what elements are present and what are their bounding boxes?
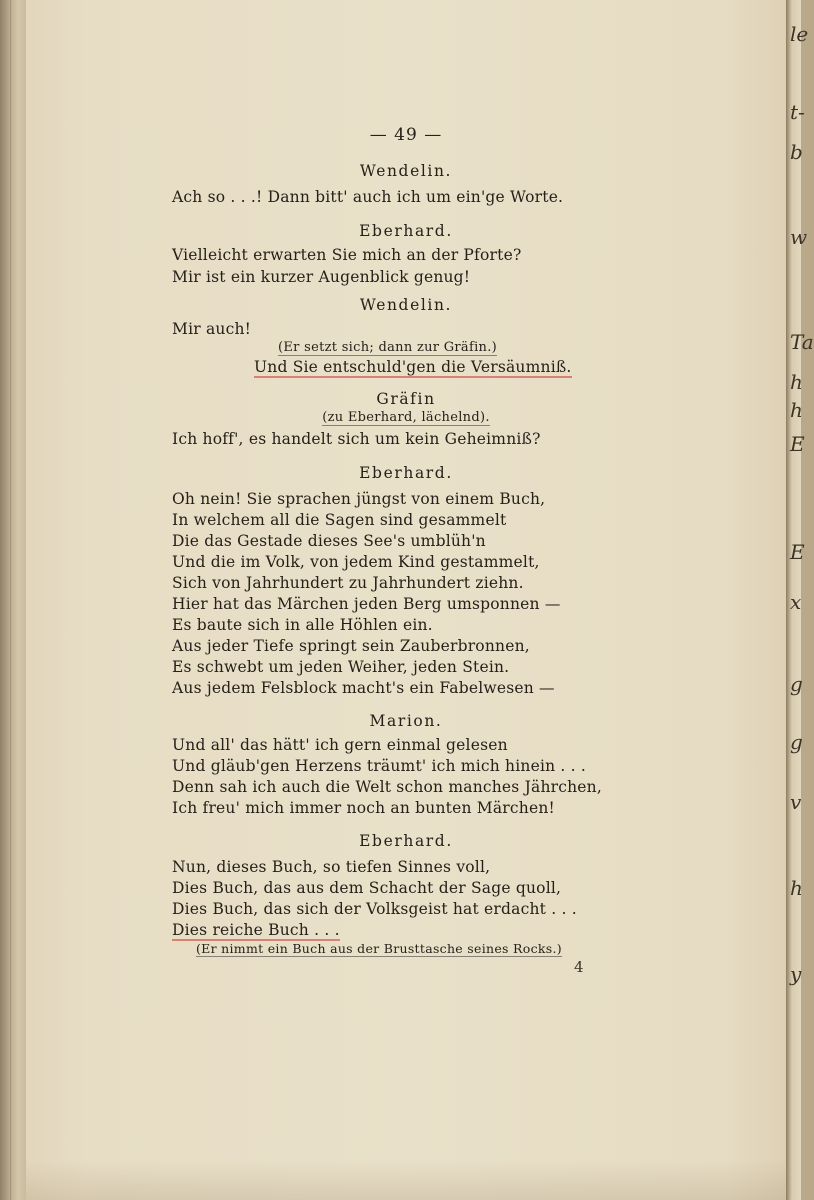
verse-line bbox=[172, 858, 490, 876]
page-number: — 49 — bbox=[369, 125, 443, 145]
speaker-name: Marion. bbox=[369, 712, 443, 730]
facing-page-fragment: le bbox=[790, 22, 809, 46]
facing-page-fragment: E bbox=[790, 540, 805, 564]
verse-line: Vielleicht erwarten Sie mich an der Pforte? bbox=[172, 246, 522, 264]
facing-page-fragment: h bbox=[790, 398, 803, 422]
facing-page-fragment: E bbox=[790, 432, 805, 456]
verse-line-text: Nun, dieses Buch, so tiefen Sinnes voll, bbox=[172, 858, 491, 876]
verse-line bbox=[254, 358, 572, 376]
verse-line: In welchem all die Sagen sind gesammelt bbox=[172, 511, 507, 529]
facing-page-fragment: h bbox=[790, 876, 803, 900]
stage-direction-text: (zu Eberhard, lächelnd). bbox=[322, 410, 490, 425]
verse-line-text: Und Sie entschuld'gen die Versäumniß. bbox=[254, 358, 572, 376]
speaker-name: Gräfin bbox=[376, 390, 436, 408]
stage-direction bbox=[26, 410, 786, 425]
facing-page-fragment: t- bbox=[790, 100, 805, 124]
facing-page-fragment: y bbox=[790, 962, 802, 986]
verse-line: Sich von Jahrhundert zu Jahrhundert ziehn. bbox=[172, 574, 524, 592]
verse-line: Und gläub'gen Herzens träumt' ich mich hinein . . . bbox=[172, 757, 587, 775]
verse-line: Die das Gestade dieses See's umblüh'n bbox=[172, 532, 486, 550]
verse-line: Dies Buch, das aus dem Schacht der Sage quoll, bbox=[172, 879, 562, 897]
verse-line: Es baute sich in alle Höhlen ein. bbox=[172, 616, 433, 634]
facing-page-fragment: g bbox=[790, 672, 803, 696]
verse-line: Und die im Volk, von jedem Kind gestammelt, bbox=[172, 553, 540, 571]
page-stack-edge bbox=[0, 0, 26, 1200]
verse-line: Ich freu' mich immer noch an bunten Märchen! bbox=[172, 799, 555, 817]
speaker-name: Wendelin. bbox=[359, 162, 453, 180]
verse-line-text: Dies reiche Buch . . . bbox=[172, 921, 340, 939]
facing-page-fragment: b bbox=[790, 140, 803, 164]
facing-page-fragment: v bbox=[790, 790, 802, 814]
verse-line-text: Ich hoff', es handelt sich um kein Geheimniß? bbox=[172, 430, 541, 448]
verse-line: Ach so . . .! Dann bitt' auch ich um ein'ge Worte. bbox=[172, 188, 564, 206]
facing-page-fragment: g bbox=[790, 730, 803, 754]
facing-page-fragment: Ta bbox=[790, 330, 814, 354]
speaker-name: Eberhard. bbox=[359, 222, 453, 240]
facing-page-edge bbox=[786, 0, 814, 1200]
verse-line: Dies Buch, das sich der Volksgeist hat erdacht . . . bbox=[172, 900, 577, 918]
verse-line: Oh nein! Sie sprachen jüngst von einem Buch, bbox=[172, 490, 546, 508]
speaker-name: Eberhard. bbox=[359, 832, 453, 850]
speaker-name: Eberhard. bbox=[359, 464, 453, 482]
book-page bbox=[26, 0, 786, 1200]
verse-line: Es schwebt um jeden Weiher, jeden Stein. bbox=[172, 658, 510, 676]
verse-line: Hier hat das Märchen jeden Berg umsponnen — bbox=[172, 595, 561, 613]
facing-page-fragment: h bbox=[790, 370, 803, 394]
stage-direction-text: (Er nimmt ein Buch aus der Brusttasche seines Rocks.) bbox=[196, 941, 562, 956]
facing-page-fragment: w bbox=[790, 225, 808, 249]
verse-line bbox=[172, 430, 541, 448]
verse-line: Mir auch! bbox=[172, 320, 252, 338]
stage-direction bbox=[196, 941, 562, 956]
signature-mark: 4 bbox=[574, 958, 584, 976]
facing-page-fragment: x bbox=[790, 590, 802, 614]
speaker-name: Wendelin. bbox=[359, 296, 453, 314]
verse-line: Und all' das hätt' ich gern einmal gelesen bbox=[172, 736, 508, 754]
verse-line: Aus jeder Tiefe springt sein Zauberbronnen, bbox=[172, 637, 530, 655]
verse-line: Aus jedem Felsblock macht's ein Fabelwesen — bbox=[172, 679, 555, 697]
verse-line: Mir ist ein kurzer Augenblick genug! bbox=[172, 268, 471, 286]
verse-line: Denn sah ich auch die Welt schon manches Jährchen, bbox=[172, 778, 602, 796]
verse-line bbox=[172, 921, 340, 939]
stage-direction bbox=[278, 340, 497, 355]
stage-direction-text: (Er setzt sich; dann zur Gräfin.) bbox=[278, 340, 498, 355]
